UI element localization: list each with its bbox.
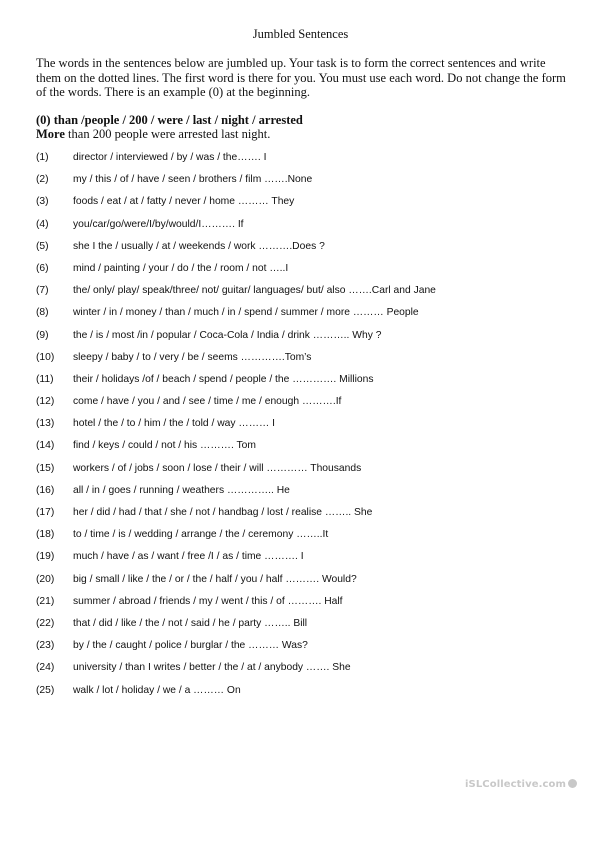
item-jumbled-words: workers / of / jobs / soon / lose / their / will ………… Thousands [73,462,362,474]
exercise-item [0,574,601,596]
item-jumbled-words: hotel / the / to / him / the / told / way ……… I [73,418,276,430]
exercise-item [0,440,601,462]
item-jumbled-words: her / did / had / that / she / not / handbag / lost / realise …….. She [73,507,373,518]
globe-icon [568,779,577,788]
exercise-item [0,152,601,174]
item-number: (3) [36,196,49,208]
exercise-item [0,174,601,196]
example-answer [36,127,270,142]
item-number: (17) [36,507,55,518]
item-jumbled-words: find / keys / could / not / his ………. Tom [73,440,256,452]
exercise-item [0,285,601,307]
item-number: (16) [36,484,55,496]
exercise-item [0,352,601,374]
item-number: (7) [36,285,49,297]
item-jumbled-words: all / in / goes / running / weathers ………….. He [73,484,290,496]
item-jumbled-words: to / time / is / wedding / arrange / the / ceremony ……..It [73,529,329,541]
item-jumbled-words: my / this / of / have / seen / brothers / film …….None [73,174,313,186]
exercise-item [0,618,601,640]
exercise-item [0,219,601,241]
example-answer-first-word: More [36,127,65,141]
item-jumbled-words: big / small / like / the / or / the / half / you / half ………. Would? [73,573,357,585]
exercise-item [0,662,601,684]
exercise-item [0,485,601,507]
item-jumbled-words: director / interviewed / by / was / the……. I [73,152,267,163]
item-number: (18) [36,529,55,541]
exercise-item [0,196,601,218]
item-number: (24) [36,662,55,674]
exercise-item [0,307,601,329]
item-number: (23) [36,640,55,652]
item-jumbled-words: university / than I writes / better / the / at / anybody ……. She [73,662,351,674]
example-answer-rest: than 200 people were arrested last night. [64,127,271,141]
item-jumbled-words: the/ only/ play/ speak/three/ not/ guitar/ languages/ but/ also …….Carl and Jane [73,285,436,297]
item-number: (14) [36,440,55,452]
item-jumbled-words: their / holidays /of / beach / spend / people / the …………. Millions [73,373,374,385]
item-jumbled-words: you/car/go/were/I/by/would/I………. If [73,218,244,230]
item-jumbled-words: winter / in / money / than / much / in / spend / summer / more ……… People [73,307,419,319]
item-number: (13) [36,418,55,430]
item-number: (5) [36,240,49,252]
item-number: (15) [36,462,55,474]
item-number: (21) [36,595,55,607]
exercise-list [0,152,601,707]
item-number: (25) [36,684,55,696]
item-jumbled-words: the / is / most /in / popular / Coca-Cola / India / drink ……….. Why ? [73,329,382,341]
exercise-item [0,263,601,285]
item-jumbled-words: mind / painting / your / do / the / room / not …..I [73,262,289,274]
exercise-item [0,241,601,263]
item-jumbled-words: she I the / usually / at / weekends / work ……….Does ? [73,240,325,252]
item-number: (20) [36,573,55,585]
exercise-item [0,396,601,418]
item-number: (10) [36,351,55,363]
item-jumbled-words: sleepy / baby / to / very / be / seems ………….Tom’s [73,351,312,363]
item-number: (22) [36,617,55,629]
item-number: (2) [36,174,49,186]
exercise-item [0,551,601,573]
item-number: (6) [36,262,49,274]
exercise-item [0,596,601,618]
exercise-item [0,685,601,707]
exercise-item [0,507,601,529]
item-jumbled-words: much / have / as / want / free /I / as / time ………. I [73,551,304,563]
exercise-item [0,529,601,551]
exercise-item [0,463,601,485]
page-title: Jumbled Sentences [252,27,349,41]
item-jumbled-words: that / did / like / the / not / said / he / party …….. Bill [73,617,308,629]
item-number: (8) [36,307,49,319]
watermark [465,779,577,790]
item-number: (11) [36,373,54,385]
item-jumbled-words: by / the / caught / police / burglar / the ……… Was? [73,640,308,652]
item-jumbled-words: come / have / you / and / see / time / me / enough ……….If [73,396,342,408]
watermark-text: iSLCollective.com [465,779,567,790]
example-question: (0) than /people / 200 / were / last / night / arrested [36,113,303,127]
exercise-item [0,418,601,440]
item-number: (4) [36,218,49,230]
exercise-item [0,330,601,352]
exercise-item [0,374,601,396]
item-jumbled-words: summer / abroad / friends / my / went / this / of ………. Half [73,595,343,607]
item-number: (9) [36,329,49,341]
instructions-paragraph: The words in the sentences below are jumbled up. Your task is to form the correct sentences and write them on the dotted lines. The first word is there for you. You must use each word. Do not change the form of the words. There is an example (0) at the beginning. [36,56,566,99]
item-number: (19) [36,551,55,563]
item-number: (12) [36,396,55,408]
item-number: (1) [36,152,49,163]
exercise-item [0,640,601,662]
item-jumbled-words: walk / lot / holiday / we / a ……… On [73,684,241,696]
item-jumbled-words: foods / eat / at / fatty / never / home ……… They [73,196,295,208]
